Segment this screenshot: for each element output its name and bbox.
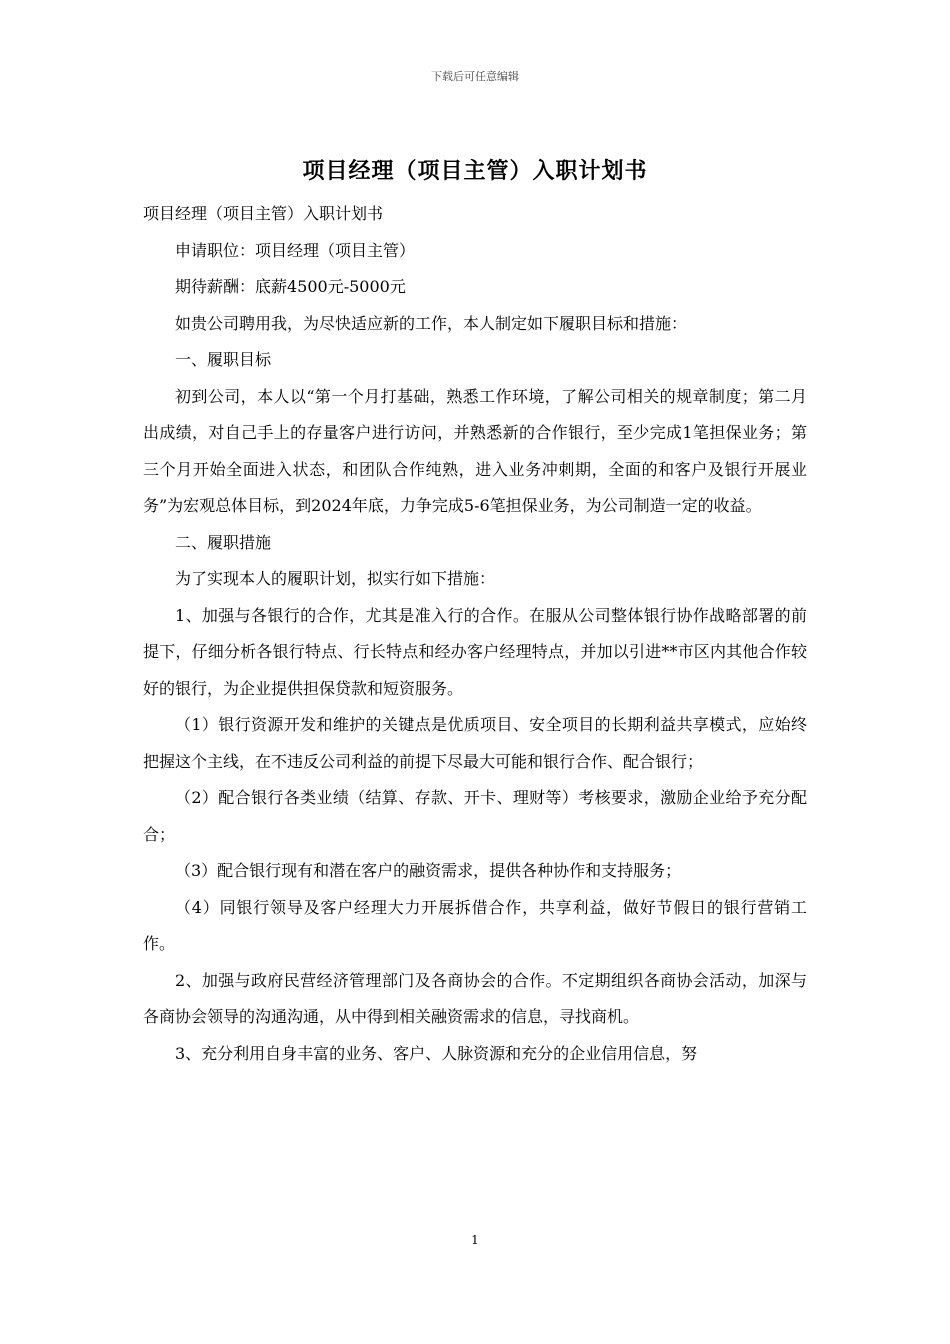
- section-heading-goals: 一、履职目标: [175, 350, 272, 369]
- measure-1-sub-3-paragraph: （3）配合银行现有和潜在客户的融资需求，提供各种协作和支持服务；: [175, 861, 682, 880]
- document-body: [143, 196, 807, 1072]
- measure-1-paragraph: 1、加强与各银行的合作，尤其是准入行的合作。在服从公司整体银行协作战略部署的前提下，仔细分析各银行特点、行长特点和经办客户经理特点，并加以引进**市区内其他合作较好的银行，为企业提供担保贷款和短资服务。: [143, 605, 807, 698]
- position-paragraph: 申请职位：项目经理（项目主管）: [175, 240, 416, 260]
- page-number: 1: [471, 1233, 479, 1247]
- measure-1-sub-1-paragraph: （1）银行资源开发和维护的关键点是优质项目、安全项目的长期利益共享模式，应始终把握这个主线，在不违反公司利益的前提下尽最大可能和银行合作、配合银行；: [143, 715, 807, 771]
- measure-1-sub-4-paragraph: （4）同银行领导及客户经理大力开展拆借合作，共享利益，做好节假日的银行营销工作。: [143, 897, 807, 953]
- section-heading-measures: 二、履职措施: [175, 532, 272, 552]
- goals-paragraph: 初到公司，本人以“第一个月打基础，熟悉工作环境，了解公司相关的规章制度；第二月出成绩，对自己手上的存量客户进行访问，并熟悉新的合作银行，至少完成1笔担保业务；第三个月开始全面进入状态，和团队合作纯熟，进入业务冲刺期，全面的和客户及银行开展业务”为宏观总体目标，到2024年底，力争完成5-6笔担保业务，为公司制造一定的收益。: [143, 386, 807, 515]
- salary-paragraph: 期待薪酬：底薪4500元-5000元: [175, 277, 406, 296]
- measure-1-sub-2-paragraph: （2）配合银行各类业绩（结算、存款、开卡、理财等）考核要求，激励企业给予充分配合；: [143, 788, 807, 844]
- header-note: 下载后可任意编辑: [431, 70, 519, 83]
- measure-2-paragraph: 2、加强与政府民营经济管理部门及各商协会的合作。不定期组织各商协会活动，加深与各商协会领导的沟通沟通，从中得到相关融资需求的信息，寻找商机。: [143, 970, 807, 1026]
- subtitle-paragraph: 项目经理（项目主管）入职计划书: [143, 204, 384, 223]
- measure-3-paragraph: 3、充分利用自身丰富的业务、客户、人脉资源和充分的企业信用信息，努: [175, 1043, 698, 1063]
- measures-intro-paragraph: 为了实现本人的履职计划，拟实行如下措施：: [175, 569, 496, 588]
- intro-paragraph: 如贵公司聘用我，为尽快适应新的工作，本人制定如下履职目标和措施：: [175, 313, 688, 333]
- document-title: 项目经理（项目主管）入职计划书: [302, 158, 648, 184]
